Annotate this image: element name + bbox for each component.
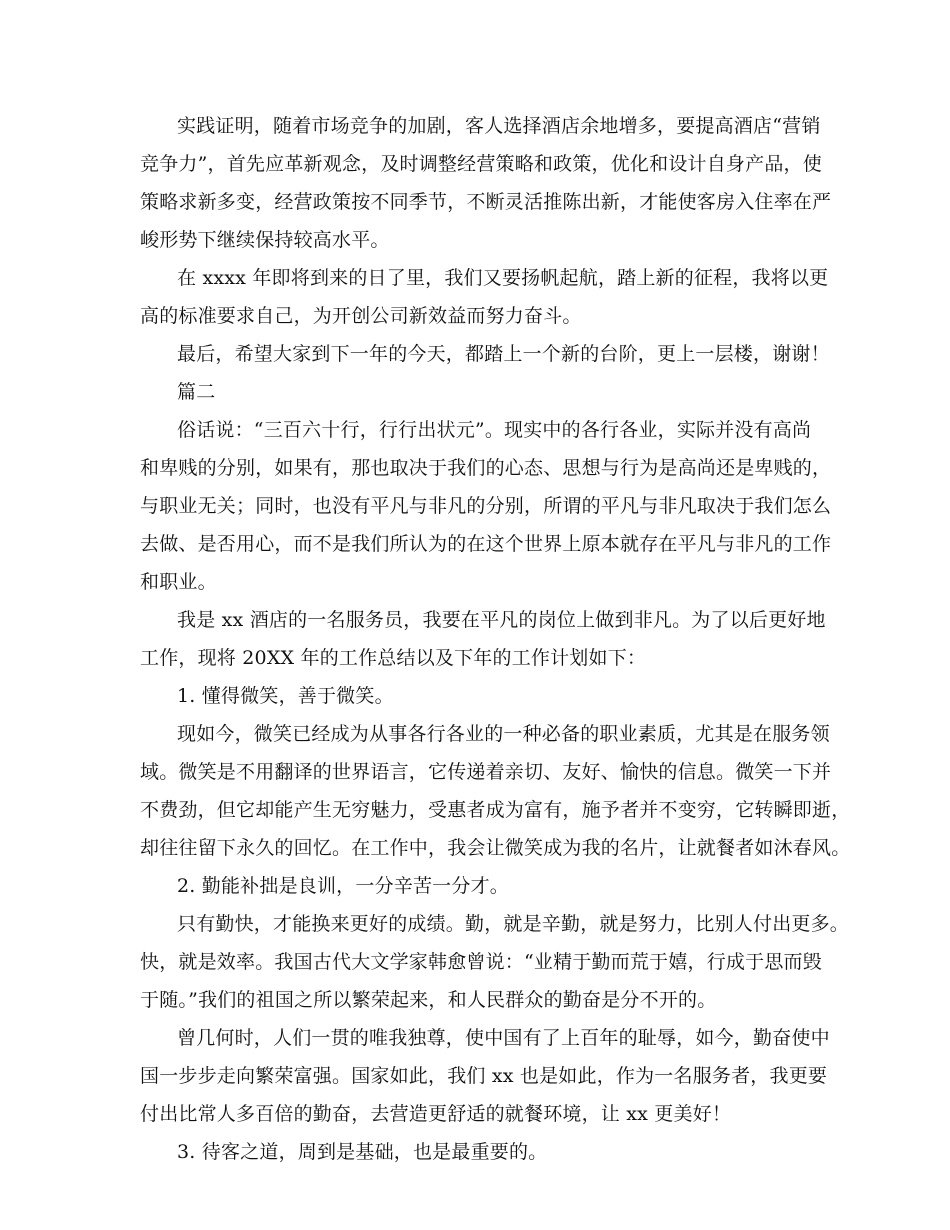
paragraph-line: 俗话说：“三百六十行，行行出状元”。现实中的各行各业，实际并没有高尚 [177,419,812,441]
paragraph-line: 现如今，微笑已经成为从事各行各业的一种必备的职业素质，尤其是在服务领 [177,723,830,745]
paragraph-line: 和卑贱的分别，如果有，那也取决于我们的心态、思想与行为是高尚还是卑贱的， [140,457,832,479]
paragraph-line: 域。微笑是不用翻译的世界语言，它传递着亲切、友好、愉快的信息。微笑一下并 [140,761,832,783]
paragraph-line: 最后，希望大家到下一年的今天，都踏上一个新的台阶，更上一层楼，谢谢！ [177,343,830,365]
numbered-item: 3. 待客之道，周到是基础，也是最重要的。 [177,1141,548,1163]
paragraph-line: 国一步步走向繁荣富强。国家如此，我们 xx 也是如此，作为一名服务者，我更要 [140,1065,828,1087]
paragraph-line: 我是 xx 酒店的一名服务员，我要在平凡的岗位上做到非凡。为了以后更好地 [177,609,826,631]
paragraph-line: 曾几何时，人们一贯的唯我独尊，使中国有了上百年的耻辱，如今，勤奋使中 [177,1027,830,1049]
paragraph-line: 只有勤快，才能换来更好的成绩。勤，就是辛勤，就是努力，比别人付出更多。 [177,913,850,935]
paragraph-line: 竞争力”，首先应革新观念，及时调整经营策略和政策，优化和设计自身产品，使 [140,153,822,175]
numbered-item: 1. 懂得微笑，善于微笑。 [177,685,394,707]
paragraph-line: 工作，现将 20XX 年的工作总结以及下年的工作计划如下： [140,647,647,669]
paragraph-line: 不费劲，但它却能产生无穷魅力，受惠者成为富有，施予者并不变穷，它转瞬即逝， [140,799,851,821]
paragraph-line: 付出比常人多百倍的勤奋，去营造更舒适的就餐环境，让 xx 更美好！ [140,1103,732,1125]
paragraph-line: 实践证明，随着市场竞争的加剧，客人选择酒店余地增多，要提高酒店“营销 [177,115,821,137]
paragraph-line: 与职业无关；同时，也没有平凡与非凡的分别，所谓的平凡与非凡取决于我们怎么 [140,495,832,517]
paragraph-line: 峻形势下继续保持较高水平。 [140,229,390,251]
paragraph-line: 却往往留下永久的回忆。在工作中，我会让微笑成为我的名片，让就餐者如沐春风。 [140,837,851,859]
paragraph-line: 快，就是效率。我国古代大文学家韩愈曾说：“业精于勤而荒于嬉，行成于思而毁 [140,951,822,973]
paragraph-line: 去做、是否用心，而不是我们所认为的在这个世界上原本就存在平凡与非凡的工作 [140,533,832,555]
section-heading: 篇二 [177,381,216,403]
paragraph-line: 和职业。 [140,571,217,593]
paragraph-line: 于随。”我们的祖国之所以繁荣起来，和人民群众的勤奋是分不开的。 [140,989,717,1011]
paragraph-line: 在 xxxx 年即将到来的日了里，我们又要扬帆起航，踏上新的征程，我将以更 [177,267,829,289]
numbered-item: 2. 勤能补拙是良训，一分辛苦一分才。 [177,875,509,897]
paragraph-line: 策略求新多变，经营政策按不同季节，不断灵活推陈出新，才能使客房入住率在严 [140,191,832,213]
paragraph-line: 高的标准要求自己，为开创公司新效益而努力奋斗。 [140,305,582,327]
